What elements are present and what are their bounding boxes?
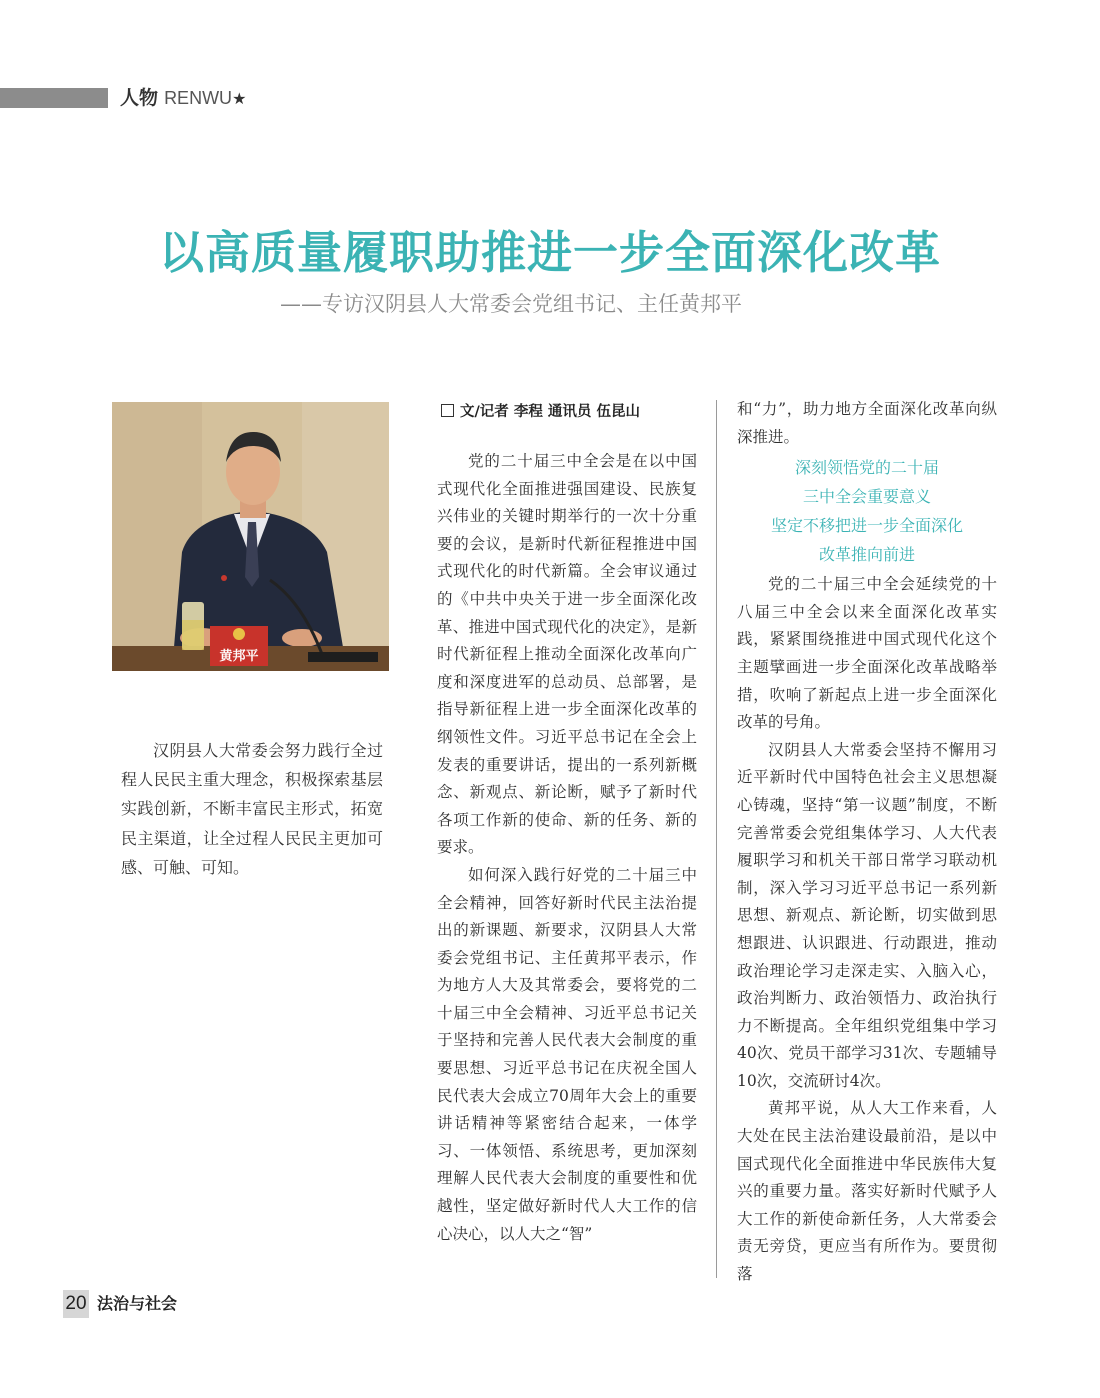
column-1 — [437, 448, 697, 1248]
subheading-line: 改革推向前进 — [818, 545, 915, 565]
subheading-line: 深刻领悟党的二十届 — [794, 458, 939, 478]
photo-caption: 汉阴县人大常委会努力践行全过程人民民主重大理念，积极探索基层实践创新，不断丰富民主形式，拓宽民主渠道，让全过程人民民主更加可感、可触、可知。 — [121, 741, 383, 877]
article-subtitle: ——专访汉阴县人大常委会党组书记、主任黄邦平 — [280, 292, 742, 316]
portrait-photo — [112, 402, 389, 671]
paragraph: 黄邦平说，从人大工作来看，人大处在民主法治建设最前沿，是以中国式现代化全面推进中华民族伟大复兴的重要力量。落实好新时代赋予人大工作的新使命新任务，人大常委会责无旁贷，更应当有所作为。要贯彻落 — [737, 1099, 997, 1284]
square-icon — [441, 404, 454, 417]
section-label — [120, 85, 246, 111]
byline — [441, 400, 640, 421]
section-subheading — [737, 453, 997, 569]
paragraph: 党的二十届三中全会是在以中国式现代化全面推进强国建设、民族复兴伟业的关键时期举行的一次十分重要的会议，是新时代新征程推进中国式现代化的时代新篇。全会审议通过的《中共中央关于进一步全面深化改革、推进中国式现代化的决定》，是新时代新征程上推动全面深化改革向广度和深度进军的总动员、总部署，是指导新征程上进一步全面深化改革的纲领性文件。习近平总书记在全会上发表的重要讲话，提出的一系列新概念、新观点、新论断，赋予了新时代各项工作新的使命、新的任务、新的要求。 — [437, 452, 697, 857]
nameplate-text: 黄邦平 — [219, 649, 259, 664]
paragraph: 汉阴县人大常委会坚持不懈用习近平新时代中国特色社会主义思想凝心铸魂，坚持“第一议题”制度，不断完善常委会党组集体学习、人大代表履职学习和机关干部日常学习联动机制，深入学习习近平总书记一系列新思想、新观点、新论断，切实做到思想跟进、认识跟进、行动跟进，推动政治理论学习走深走实、入脑入心，政治判断力、政治领悟力、政治执行力不断提高。全年组织党组集中学习40次、党员干部学习31次、专题辅导10次，交流研讨4次。 — [737, 740, 997, 1090]
subheading-line: 三中全会重要意义 — [802, 487, 931, 507]
article-title: 以高质量履职助推进一步全面深化改革 — [158, 226, 941, 279]
section-bar — [0, 88, 108, 108]
star-icon: ★ — [232, 89, 247, 108]
byline-text: 文/记者 李程 通讯员 伍昆山 — [460, 404, 640, 420]
paragraph-continued: 和“力”，助力地方全面深化改革向纵深推进。 — [737, 400, 997, 446]
paragraph: 党的二十届三中全会延续党的十八届三中全会以来全面深化改革实践，紧紧围绕推进中国式现代化这个主题擘画进一步全面深化改革战略举措，吹响了新起点上进一步全面深化改革的号角。 — [737, 575, 997, 732]
section-label-cn: 人物 — [120, 87, 159, 109]
paragraph: 如何深入践行好党的二十届三中全会精神，回答好新时代民主法治提出的新课题、新要求，汉阴县人大常委会党组书记、主任黄邦平表示，作为地方人大及其常委会，要将党的二十届三中全会精神、习近平总书记关于坚持和完善人民代表大会制度的重要思想、习近平总书记在庆祝全国人民代表大会成立70周年大会上的重要讲话精神等紧密结合起来，一体学习、一体领悟、系统思考，更加深刻理解人民代表大会制度的重要性和优越性，坚定做好新时代人大工作的信心决心，以人大之“智” — [437, 865, 697, 1243]
column-divider — [716, 400, 717, 1278]
section-label-en: RENWU — [164, 88, 233, 108]
page-number: 20 — [63, 1290, 89, 1318]
magazine-name: 法治与社会 — [97, 1294, 178, 1313]
subheading-line: 坚定不移把进一步全面深化 — [770, 516, 963, 536]
column-2 — [737, 396, 997, 1289]
